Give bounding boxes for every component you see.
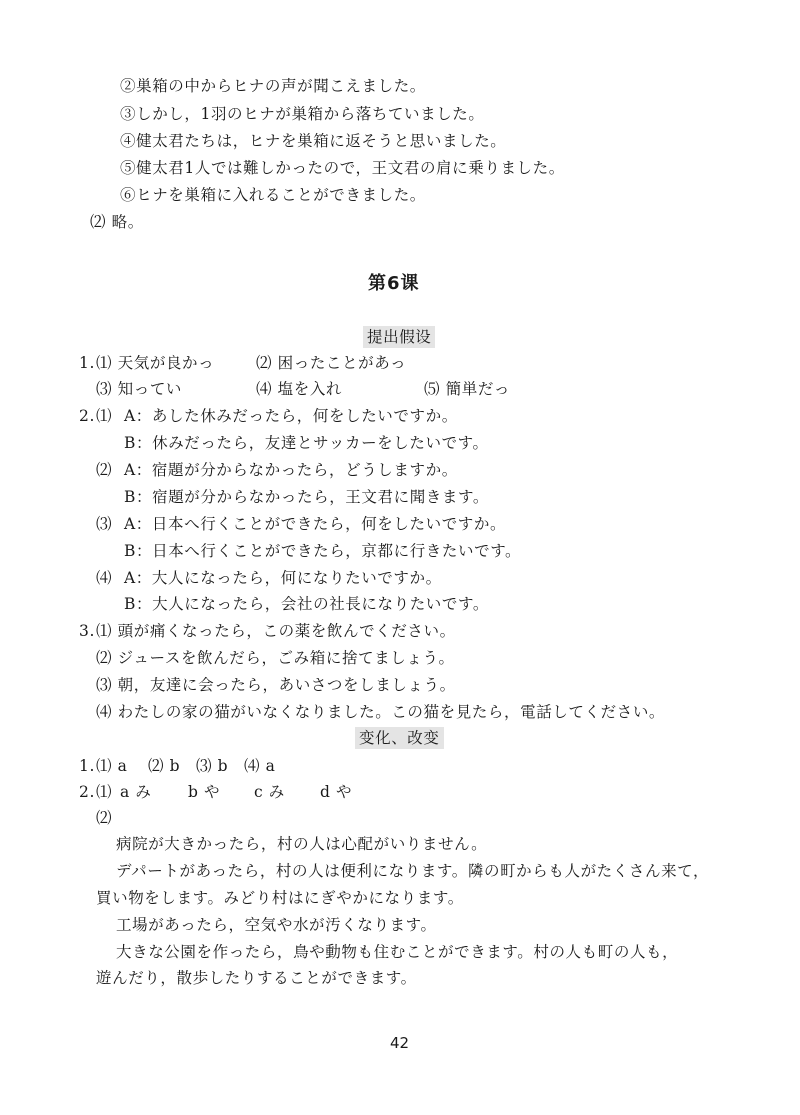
s1-q3-num: 3. (79, 622, 95, 640)
section1-heading: 提出假设 (363, 326, 435, 348)
s2-q2-sub1-c: c み (254, 783, 285, 801)
s1-q2-4-a: A：大人になったら，何になりたいですか。 (124, 569, 442, 587)
prev-item-2: ②巣箱の中からヒナの声が聞こえました。 (120, 77, 426, 95)
lesson-title: 第6课 (368, 273, 420, 294)
s2-q2-sub1-d: d や (320, 783, 353, 801)
prev-item-4: ④健太君たちは，ヒナを巣箱に返そうと思いました。 (120, 132, 507, 150)
s1-q2-4-b: B：大人になったら，会社の社長になりたいです。 (124, 595, 489, 613)
page-number: 42 (390, 1034, 410, 1052)
s1-q2-2-num: ⑵ (96, 461, 113, 479)
prev-item-5: ⑤健太君1人では難しかったので，王文君の肩に乗りました。 (120, 159, 565, 177)
prev-item-6: ⑥ヒナを巣箱に入れることができました。 (120, 186, 426, 204)
s2-q1-num: 1. (79, 757, 95, 775)
s2-q2-sub1-b: b や (188, 783, 221, 801)
s1-q3-item-2: ⑵ ジュースを飲んだら，ごみ箱に捨てましょう。 (96, 649, 455, 667)
s1-q1-num: 1. (79, 354, 95, 372)
s1-q2-3-b: B：日本へ行くことができたら，京都に行きたいです。 (124, 542, 522, 560)
s1-q2-3-a: A：日本へ行くことができたら，何をしたいですか。 (124, 515, 507, 533)
s2-q1-ans-3: ⑶ b (196, 757, 229, 775)
s1-q1-item-4: ⑷ 塩を入れ (256, 380, 343, 398)
s2-q1-ans-2: ⑵ b (148, 757, 181, 775)
s2-paragraph-2-line-2: 買い物をします。みどり村はにぎやかになります。 (96, 889, 464, 907)
prev-item-3: ③しかし，1羽のヒナが巣箱から落ちていました。 (120, 105, 485, 123)
s2-paragraph-2-line-1: デパートがあったら，村の人は便利になります。隣の町からも人がたくさん来て， (116, 862, 710, 880)
s1-q1-item-5: ⑸ 簡単だっ (424, 380, 511, 398)
s1-q1-item-1: ⑴ 天気が良かっ (96, 354, 215, 372)
s1-q2-1-num: ⑴ (96, 407, 113, 425)
s1-q3-item-4: ⑷ わたしの家の猫がいなくなりました。この猫を見たら，電話してください。 (96, 703, 666, 721)
s2-paragraph-1-line-1: 病院が大きかったら，村の人は心配がいりません。 (116, 835, 488, 853)
s1-q1-item-3: ⑶ 知ってい (96, 380, 183, 398)
s2-q2-num: 2. (79, 783, 95, 801)
s1-q2-4-num: ⑷ (96, 569, 113, 587)
s1-q2-3-num: ⑶ (96, 515, 113, 533)
s2-q2-sub2-num: ⑵ (96, 809, 113, 827)
s1-q1-item-2: ⑵ 困ったことがあっ (256, 354, 407, 372)
s2-paragraph-3-line-1: 工場があったら，空気や水が汚くなります。 (116, 916, 437, 934)
s2-q1-ans-4: ⑷ a (244, 757, 276, 775)
s1-q3-item-1: ⑴ 頭が痛くなったら，この薬を飲んでください。 (96, 622, 456, 640)
s1-q2-num: 2. (79, 407, 95, 425)
s2-paragraph-4-line-1: 大きな公園を作ったら，鳥や動物も住むことができます。村の人も町の人も， (116, 943, 679, 961)
s1-q2-2-b: B：宿題が分からなかったら，王文君に聞きます。 (124, 488, 489, 506)
section2-heading: 变化、改变 (355, 727, 444, 749)
s1-q2-1-b: B：休みだったら，友達とサッカーをしたいです。 (124, 434, 489, 452)
s2-q2-sub1-a: a み (120, 783, 152, 801)
s1-q3-item-3: ⑶ 朝，友達に会ったら，あいさつをしましょう。 (96, 676, 456, 694)
s2-q1-ans-1: ⑴ a (96, 757, 128, 775)
s2-paragraph-4-line-2: 遊んだり，散歩したりすることができます。 (96, 969, 417, 987)
s2-q2-sub1-num: ⑴ (96, 783, 113, 801)
prev-note: ⑵ 略。 (90, 213, 144, 231)
s1-q2-2-a: A：宿題が分からなかったら，どうしますか。 (124, 461, 458, 479)
s1-q2-1-a: A：あした休みだったら，何をしたいですか。 (124, 407, 458, 425)
